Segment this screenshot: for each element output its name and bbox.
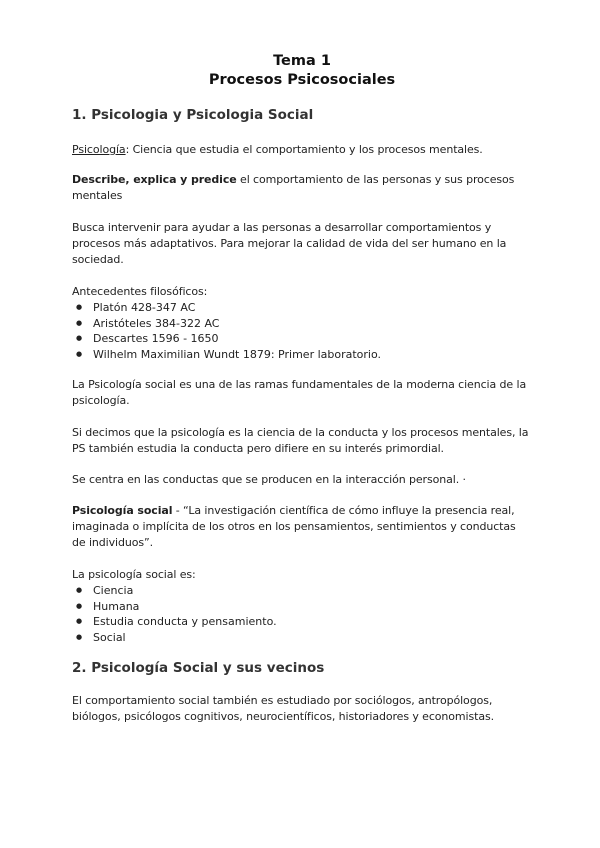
section-2-heading: 2. Psicología Social y sus vecinos: [72, 660, 325, 676]
list-item: ● Social: [93, 630, 532, 646]
definition-term: Psicología: [72, 143, 126, 156]
list-item: ● Estudia conducta y pensamiento.: [93, 614, 532, 630]
list-item: ● Wilhelm Maximilian Wundt 1879: Primer laboratorio.: [93, 347, 532, 363]
centra-paragraph: Se centra en las conductas que se producen en la interacción personal. ·: [72, 473, 466, 486]
list-item: ● Ciencia: [93, 583, 532, 599]
si-decimos-paragraph: Si decimos que la psicología es la ciencia de la conducta y los procesos mentales, la PS también estudia la conducta pero difiere en su interés primordial.: [72, 426, 529, 455]
es-label: La psicología social es:: [72, 568, 196, 581]
psicologia-definition: [72, 142, 532, 158]
list-item: ● Aristóteles 384-322 AC: [93, 316, 532, 332]
antecedentes-label: Antecedentes filosóficos:: [72, 285, 208, 298]
describe-rest: el comportamiento de las personas y sus procesos mentales: [72, 173, 515, 202]
definition-text: : Ciencia que estudia el comportamiento y los procesos mentales.: [125, 143, 483, 156]
antecedentes-list: [72, 300, 532, 362]
vecinos-paragraph: El comportamiento social también es estudiado por sociólogos, antropólogos, biólogos, psicólogos cognitivos, neurocientíficos, historiadores y economistas.: [72, 694, 494, 723]
section-1-heading: 1. Psicologia y Psicologia Social: [72, 107, 314, 123]
busca-paragraph: Busca intervenir para ayudar a las personas a desarrollar comportamientos y procesos más adaptativos. Para mejorar la calidad de vida del ser humano en la sociedad.: [72, 221, 507, 266]
psicologia-social-definition: [72, 503, 532, 551]
document-page: [72, 52, 532, 725]
es-list: [72, 583, 532, 645]
ps-def: - “La investigación científica de cómo influye la presencia real, imaginada o implícita de los otros en los pensamientos, sentimientos y conductas de individuos”.: [72, 504, 516, 549]
ps-bold: Psicología social: [72, 504, 173, 517]
title-line-1: Tema 1: [273, 53, 331, 69]
list-item: ● Humana: [93, 599, 532, 615]
document-title: [72, 52, 532, 90]
rama-paragraph: La Psicología social es una de las ramas fundamentales de la moderna ciencia de la psicología.: [72, 378, 527, 407]
title-line-2: Procesos Psicosociales: [208, 72, 396, 88]
list-item: ● Descartes 1596 - 1650: [93, 331, 532, 347]
list-item: ● Platón 428-347 AC: [93, 300, 532, 316]
describe-paragraph: [72, 172, 532, 204]
describe-bold: Describe, explica y predice: [72, 173, 237, 186]
